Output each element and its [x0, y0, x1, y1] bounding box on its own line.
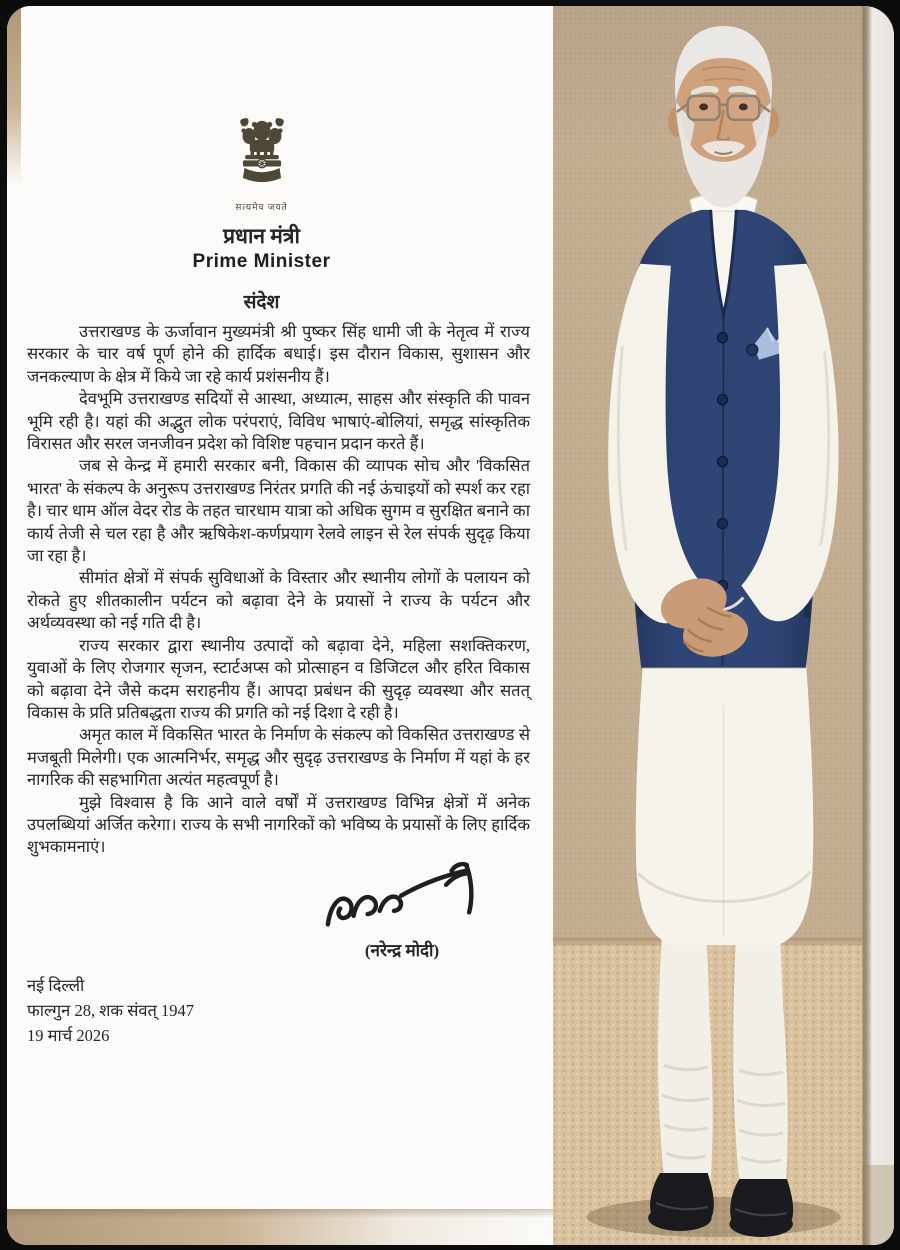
pm-photo: [553, 6, 894, 1245]
dateline: [27, 973, 530, 1048]
office-title-hindi: प्रधान मंत्री: [223, 224, 300, 248]
letter-subject: संदेश: [243, 292, 280, 313]
saka-date: फाल्गुन 28, शक संवत् 1947: [27, 1000, 195, 1020]
paragraph-5: राज्य सरकार द्वारा स्थानीय उत्पादों को बढ़ावा देने, महिला सशक्तिकरण, युवाओं के लिए रोजगार सृजन, स्टार्टअप्स को प्रोत्साहन व डिजिटल और हरित विकास को बढ़ावा देने जैसे कदम सराहनीय हैं। आपदा प्रबंधन की सुदृढ़ व्यवस्था और सतत् विकास के प्रति प्रतिबद्धता राज्य की प्रगति को नई दिशा दे रही है।: [27, 635, 530, 722]
office-title-english: Prime Minister: [192, 251, 331, 272]
paragraph-7: मुझे विश्वास है कि आने वाले वर्षों में उत्तराखण्ड विभिन्न क्षेत्रों में अनेक उपलब्धियां अर्जित करेगा। राज्य के सभी नागरिकों को भविष्य के प्रयासों के लिए हार्दिक शुभकामनाएं।: [27, 792, 530, 857]
paragraph-6: अमृत काल में विकसित भारत के निर्माण के संकल्प को विकसित उत्तराखण्ड से मजबूती मिलेगी। एक आत्मनिर्भर, समृद्ध और सुदृढ़ उत्तराखण्ड के निर्माण में यहां के हर नागरिक की सहभागिता अत्यंत महत्वपूर्ण है।: [27, 725, 530, 790]
paragraph-3: जब से केन्द्र में हमारी सरकार बनी, विकास की व्यापक सोच और 'विकसित भारत' के संकल्प के अनुरूप उत्तराखण्ड निरंतर प्रगति की नई ऊंचाइयों को स्पर्श कर रहा है। चार धाम ऑल वेदर रोड के तहत चारधाम यात्रा को अधिक सुगम व सुरक्षित बनाने का कार्य तेजी से चल रहा है और ऋषिकेश-कर्णप्रयाग रेलवे लाइन से रेल संपर्क सुदृढ़ किया जा रहा है।: [27, 456, 530, 566]
signature-block: [27, 869, 530, 965]
paragraph-2: देवभूमि उत्तराखण्ड सदियों से आस्था, अध्यात्म, साहस और संस्कृति की पावन भूमि रही है। यहां की अद्भुत लोक परंपराएं, विविध भाषाएं-बोलियां, समृद्ध सांस्कृतिक विरासत और सरल जनजीवन प्रदेश को विशिष्ट पहचान प्रदान करते हैं।: [27, 389, 530, 454]
letter-content: [7, 6, 553, 1245]
paragraph-1: उत्तराखण्ड के ऊर्जावान मुख्यमंत्री श्री पुष्कर सिंह धामी जी के नेतृत्व में राज्य सरकार के चार वर्ष पूर्ण होने की हार्दिक बधाई। इस दौरान विकास, सुशासन और जनकल्याण के क्षेत्र में किये जा रहे कार्य प्रशंसनीय हैं।: [27, 322, 530, 386]
signatory-name: (नरेन्द्र मोदी): [364, 940, 440, 960]
letterhead: [27, 110, 530, 314]
place: नई दिल्ली: [27, 975, 85, 995]
paragraph-4: सीमांत क्षेत्रों में संपर्क सुविधाओं के विस्तार और स्थानीय लोगों के पलायन को रोकते हुए शीतकालीन पर्यटन को बढ़ावा देने के प्रयासों ने राज्य के पर्यटन और अर्थव्यवस्था को नई गति दी है।: [27, 568, 530, 633]
letter-page: [7, 6, 553, 1245]
wall-light-strip: [862, 6, 894, 1245]
signature-scribble: [311, 858, 492, 941]
emblem-motto: सत्यमेव जयते: [235, 202, 288, 212]
letter-card: [7, 6, 894, 1245]
letter-body: [27, 321, 530, 859]
pm-figure-illustration: [553, 6, 894, 1245]
ashoka-emblem-icon: [233, 110, 291, 194]
gregorian-date: 19 मार्च 2026: [27, 1025, 110, 1045]
pm-head: [668, 26, 779, 208]
